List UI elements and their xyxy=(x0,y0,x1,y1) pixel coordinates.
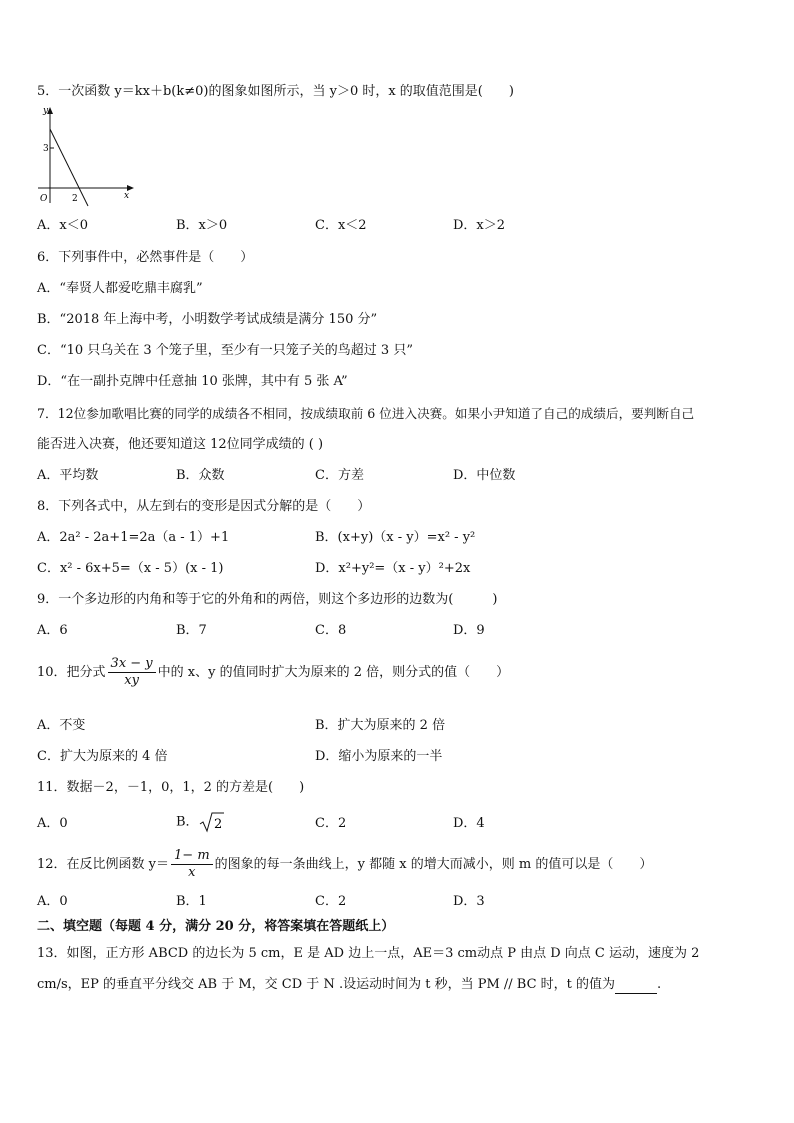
q10-fraction xyxy=(108,656,156,689)
q5-option-b: B．x＞0 xyxy=(176,218,228,233)
q7-option-d: D．中位数 xyxy=(453,468,516,483)
q11-sqrt-value: 2 xyxy=(213,817,222,832)
q8-stem: 8．下列各式中，从左到右的变形是因式分解的是（ ） xyxy=(37,499,371,514)
q12-fraction-denominator: x xyxy=(188,865,196,880)
q12-option-c: C．2 xyxy=(315,894,347,909)
q10-prefix: 10．把分式 xyxy=(37,665,106,680)
q5-option-d: D．x＞2 xyxy=(453,218,506,233)
q9-option-a: A．6 xyxy=(37,623,68,638)
q11-option-c: C．2 xyxy=(315,816,347,831)
q7-option-b: B．众数 xyxy=(176,468,225,483)
q11-option-d: D．4 xyxy=(453,816,485,831)
q7-stem-line2: 能否进入决赛，他还要知道这 12位同学成绩的 ( ) xyxy=(37,437,324,452)
q11-option-b-label: B． xyxy=(176,814,199,830)
q12-option-b: B．1 xyxy=(176,894,207,909)
q12-stem xyxy=(37,846,652,884)
q8-option-a: A．2a² - 2a+1=2a（a - 1）+1 xyxy=(37,530,230,545)
q13-line2 xyxy=(37,976,661,994)
q7-stem-line1: 7．12位参加歌唱比赛的同学的成绩各不相同，按成绩取前 6 位进入决赛。如果小尹知道了自己的成绩后，要判断自己 xyxy=(37,406,695,421)
q9-option-d: D．9 xyxy=(453,623,485,638)
q12-suffix: 的图象的每一条曲线上，y 都随 x 的增大而减小，则 m 的值可以是（ ） xyxy=(214,857,653,872)
q13-line2-end: . xyxy=(657,977,662,992)
q6-option-c: C．“10 只乌关在 3 个笼子里，至少有一只笼子关的鸟超过 3 只” xyxy=(37,343,413,358)
sqrt-symbol-icon xyxy=(199,811,225,833)
q5-graph-x-label: x xyxy=(124,191,130,201)
q5-stem: 5．一次函数 y＝kx＋b(k≠0)的图象如图所示，当 y＞0 时，x 的取值范围是( ) xyxy=(37,84,514,99)
q10-stem xyxy=(37,655,509,691)
q6-option-a: A．“奉贤人都爱吃鼎丰腐乳” xyxy=(37,281,203,296)
q7-option-c: C．方差 xyxy=(315,468,364,483)
q8-option-b: B．(x+y)（x - y）=x² - y² xyxy=(315,530,476,545)
q12-option-a: A．0 xyxy=(37,894,68,909)
q6-option-d: D．“在一副扑克牌中任意抽 10 张牌，其中有 5 张 A” xyxy=(37,374,348,389)
q10-suffix: 中的 x、y 的值同时扩大为原来的 2 倍，则分式的值（ ） xyxy=(157,665,510,680)
q10-fraction-denominator: xy xyxy=(124,673,139,688)
q11-stem: 11．数据－2，－1，0，1，2 的方差是( ) xyxy=(37,780,305,795)
q9-stem: 9．一个多边形的内角和等于它的外角和的两倍，则这个多边形的边数为( ) xyxy=(37,592,498,607)
q12-fraction-numerator: 1− m xyxy=(171,848,213,865)
q8-option-d: D．x²+y²=（x - y）²+2x xyxy=(315,561,471,576)
q10-option-a: A．不变 xyxy=(37,718,86,733)
q13-answer-blank[interactable] xyxy=(615,979,657,994)
q10-option-b: B．扩大为原来的 2 倍 xyxy=(315,718,446,733)
q12-fraction xyxy=(171,848,213,881)
q10-fraction-numerator: 3x − y xyxy=(108,656,156,673)
q10-option-c: C．扩大为原来的 4 倍 xyxy=(37,749,168,764)
q5-graph-origin: O xyxy=(40,194,48,204)
q9-option-c: C．8 xyxy=(315,623,347,638)
q8-option-c: C．x² - 6x+5=（x - 5）(x - 1) xyxy=(37,561,224,576)
q12-option-d: D．3 xyxy=(453,894,485,909)
q5-graph-y-intercept: 3 xyxy=(43,144,49,154)
q5-graph-y-label: y xyxy=(43,106,49,116)
q9-option-b: B．7 xyxy=(176,623,207,638)
section-2-title: 二、填空题（每题 4 分，满分 20 分，将答案填在答题纸上） xyxy=(37,919,395,934)
q6-stem: 6．下列事件中，必然事件是（ ） xyxy=(37,250,254,265)
q5-graph-x-intercept: 2 xyxy=(72,194,78,204)
q11-option-a: A．0 xyxy=(37,816,68,831)
q5-option-c: C．x＜2 xyxy=(315,218,367,233)
q10-option-d: D．缩小为原来的一半 xyxy=(315,749,443,764)
q13-line1: 13．如图，正方形 ABCD 的边长为 5 cm，E 是 AD 边上一点，AE＝3 cm动点 P 由点 D 向点 C 运动，速度为 2 xyxy=(37,946,700,961)
q5-option-a: A．x＜0 xyxy=(37,218,88,233)
q6-option-b: B．“2018 年上海中考，小明数学考试成绩是满分 150 分” xyxy=(37,312,378,327)
q13-line2-text: cm/s，EP 的垂直平分线交 AB 于 M，交 CD 于 N .设运动时间为 t 秒，当 PM // BC 时，t 的值为 xyxy=(37,977,616,992)
q7-option-a: A．平均数 xyxy=(37,468,99,483)
q12-prefix: 12．在反比例函数 y＝ xyxy=(37,857,170,872)
q5-graph xyxy=(30,103,140,208)
q11-option-b xyxy=(176,811,225,833)
